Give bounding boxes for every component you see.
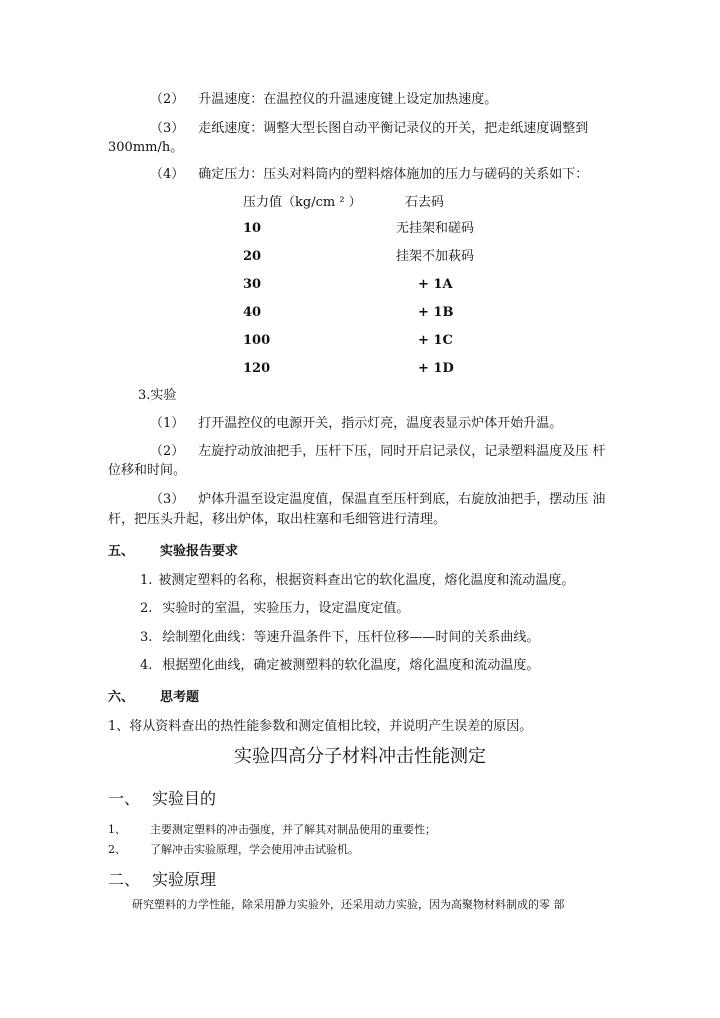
item-text: 被测定塑料的名称，根据资料查出它的软化温度，熔化温度和流动温度。: [158, 573, 575, 588]
item-number: （2）: [150, 444, 185, 459]
experiment-item-3-continuation: 杆，把压头升起，移出炉体，取出柱塞和毛细管进行清理。: [108, 512, 447, 527]
experiment-heading: 3.实验: [138, 388, 177, 403]
item-number: 1.: [140, 573, 153, 588]
item-text: 确定压力：压头对料筒内的塑料熔体施加的压力与磋码的关系如下：: [198, 167, 589, 182]
section-6-title: 思考题: [160, 690, 200, 705]
setup-item-3-continuation: 300mm/h。: [108, 140, 184, 155]
table-cell-pressure: 120: [243, 361, 271, 376]
exp4-section-1-title: 实验目的: [152, 789, 217, 808]
item-text: 根据塑化曲线，确定被测塑料的软化温度，熔化温度和流动温度。: [162, 658, 540, 673]
item-text: 左旋拧动放油把手，压杆下压，同时开启记录仪，记录塑料温度及压 杆: [198, 444, 606, 459]
setup-item-3: [150, 121, 588, 137]
purpose-item-text: 主要测定塑料的冲击强度，并了解其对制品使用的重要性；: [150, 823, 436, 836]
purpose-item-number: 1、: [108, 823, 126, 836]
section-6-number: 六、: [108, 690, 135, 705]
exp4-section-2-number: 二、: [108, 870, 141, 889]
section-5-number: 五、: [108, 544, 135, 559]
table-cell-weight: 无挂架和磋码: [396, 221, 475, 236]
report-item: [140, 658, 539, 674]
table-cell-weight: + 1B: [418, 305, 454, 320]
experiment-item-2: [150, 444, 605, 460]
item-number: （3）: [150, 121, 185, 136]
exp4-section-1-number: 一、: [108, 789, 141, 808]
table-cell-pressure: 40: [243, 305, 262, 320]
experiment-item-2-continuation: 位移和时间。: [108, 463, 187, 478]
section-5-title: 实验报告要求: [160, 544, 239, 559]
item-text: 实验时的室温，实验压力，设定温度定值。: [162, 601, 410, 616]
setup-item-4: [150, 167, 588, 183]
principle-paragraph: 研究塑料的力学性能，除采用静力实验外，还采用动力实验，因为高聚物材料制成的零 部: [132, 898, 565, 911]
purpose-item-text: 了解冲击实验原理，学会使用冲击试验机。: [150, 843, 359, 856]
item-number: （4）: [150, 167, 185, 182]
table-header-weight: 石去码: [405, 195, 445, 210]
report-item: [140, 601, 409, 617]
item-text: 打开温控仪的电源开关，指示灯亮，温度表显示炉体开始升温。: [198, 416, 563, 431]
table-cell-pressure: 30: [243, 277, 262, 292]
table-cell-weight: + 1C: [418, 333, 453, 348]
item-text: 绘制塑化曲线：等速升温条件下，压杆位移——时间的关系曲线。: [162, 630, 540, 645]
item-number: （3）: [150, 492, 185, 507]
question-item: 1、将从资料查出的热性能参数和测定值相比较，并说明产生误差的原因。: [108, 719, 533, 734]
experiment-item-1: [150, 416, 562, 432]
setup-item-2: [150, 92, 497, 108]
item-number: 4.: [140, 658, 153, 673]
item-text: 炉体升温至设定温度值，保温直至压杆到底，右旋放油把手，摆动压 油: [198, 492, 606, 507]
report-item: [140, 630, 539, 646]
table-header-pressure: 压力值（kg/cm ² ）: [243, 195, 362, 210]
experiment-item-3: [150, 492, 605, 508]
experiment-4-title: 实验四高分子材料冲击性能测定: [234, 746, 486, 767]
item-number: 3.: [140, 630, 153, 645]
exp4-section-2-title: 实验原理: [152, 870, 217, 889]
report-item: [140, 573, 574, 589]
table-cell-weight: + 1D: [418, 361, 454, 376]
item-number: （2）: [150, 92, 185, 107]
item-text: 升温速度：在温控仪的升温速度键上设定加热速度。: [198, 92, 498, 107]
table-cell-weight: + 1A: [418, 277, 453, 292]
table-cell-weight: 挂架不加萩码: [396, 249, 475, 264]
table-cell-pressure: 20: [243, 249, 262, 264]
table-cell-pressure: 100: [243, 333, 271, 348]
item-text: 走纸速度：调整大型长图自动平衡记录仪的开关，把走纸速度调整到: [198, 121, 589, 136]
table-cell-pressure: 10: [243, 221, 262, 236]
item-number: （1）: [150, 416, 185, 431]
purpose-item-number: 2、: [108, 843, 126, 856]
item-number: 2.: [140, 601, 153, 616]
